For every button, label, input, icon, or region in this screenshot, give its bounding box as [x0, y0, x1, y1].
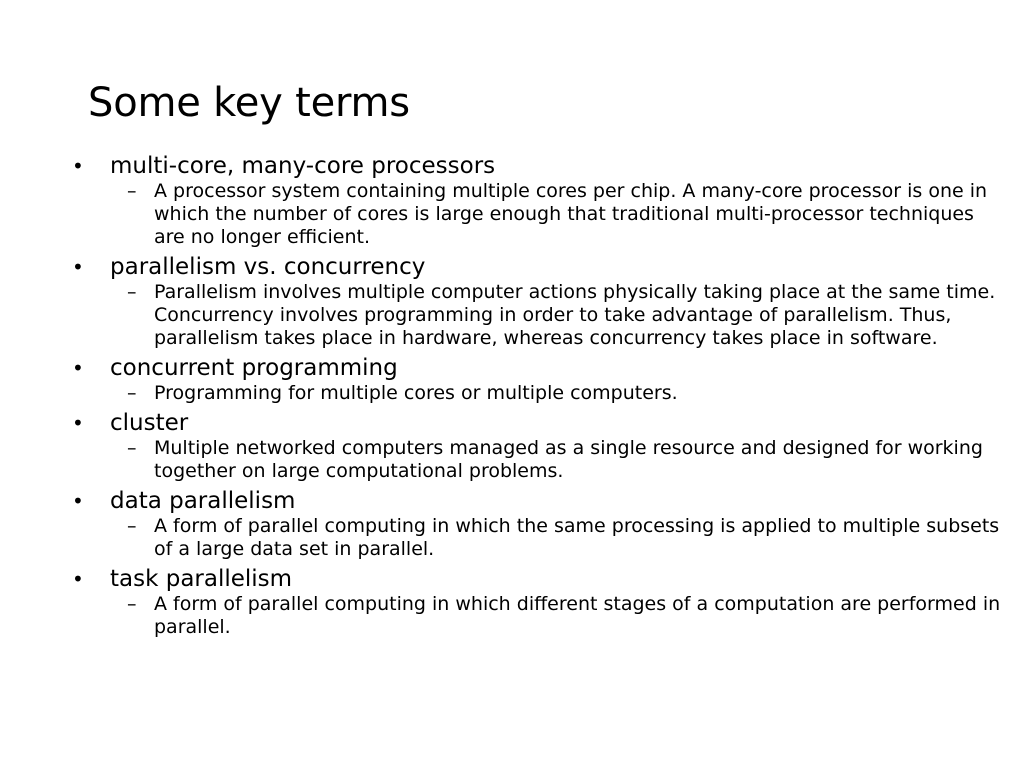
bullet-icon: •: [72, 356, 84, 380]
term-definition: Multiple networked computers managed as a single resource and designed for working together on large computational problems.: [154, 437, 983, 482]
term-item-parallelism-vs-concurrency: [72, 253, 1002, 350]
term-definition: A form of parallel computing in which the same processing is applied to multiple subsets of a large data set in parallel.: [154, 515, 1000, 560]
term-item-cluster: [72, 409, 1002, 483]
dash-icon: –: [127, 593, 137, 615]
term-row: [72, 409, 1002, 437]
bullet-icon: •: [72, 255, 84, 279]
bullet-icon: •: [72, 489, 84, 513]
term-row: [72, 354, 1002, 382]
bullet-icon: •: [72, 567, 84, 591]
bullet-icon: •: [72, 154, 84, 178]
bullet-icon: •: [72, 411, 84, 435]
term-label: cluster: [110, 410, 189, 436]
term-item-data-parallelism: [72, 487, 1002, 561]
definition-row: [127, 281, 1002, 350]
dash-icon: –: [127, 437, 137, 459]
term-item-concurrent-programming: [72, 354, 1002, 405]
definition-row: [127, 437, 1002, 483]
term-row: [72, 152, 1002, 180]
term-label: multi-core, many-core processors: [110, 153, 496, 179]
dash-icon: –: [127, 281, 137, 303]
definition-row: [127, 180, 1002, 249]
term-label: data parallelism: [110, 488, 296, 514]
dash-icon: –: [127, 180, 137, 202]
term-definition: A form of parallel computing in which different stages of a computation are performed in parallel.: [154, 593, 1001, 638]
dash-icon: –: [127, 382, 137, 404]
dash-icon: –: [127, 515, 137, 537]
definition-row: [127, 382, 1002, 405]
term-definition: A processor system containing multiple cores per chip. A many-core processor is one in which the number of cores is large enough that traditional multi-processor techniques are no longer efficient.: [154, 180, 988, 248]
term-label: concurrent programming: [110, 355, 398, 381]
term-item-multi-core: [72, 152, 1002, 249]
term-label: parallelism vs. concurrency: [110, 254, 426, 280]
term-list: [72, 152, 1002, 643]
term-definition: Programming for multiple cores or multiple computers.: [154, 382, 678, 404]
term-item-task-parallelism: [72, 565, 1002, 639]
term-row: [72, 565, 1002, 593]
term-definition: Parallelism involves multiple computer actions physically taking place at the same time. Concurrency involves programming in order to take advantage of parallelism. Thus, parallelism takes place in hardware, whereas concurrency takes place in software.: [154, 281, 996, 349]
term-row: [72, 487, 1002, 515]
definition-row: [127, 515, 1002, 561]
definition-row: [127, 593, 1002, 639]
term-label: task parallelism: [110, 566, 293, 592]
term-row: [72, 253, 1002, 281]
slide-title: Some key terms: [88, 80, 410, 126]
